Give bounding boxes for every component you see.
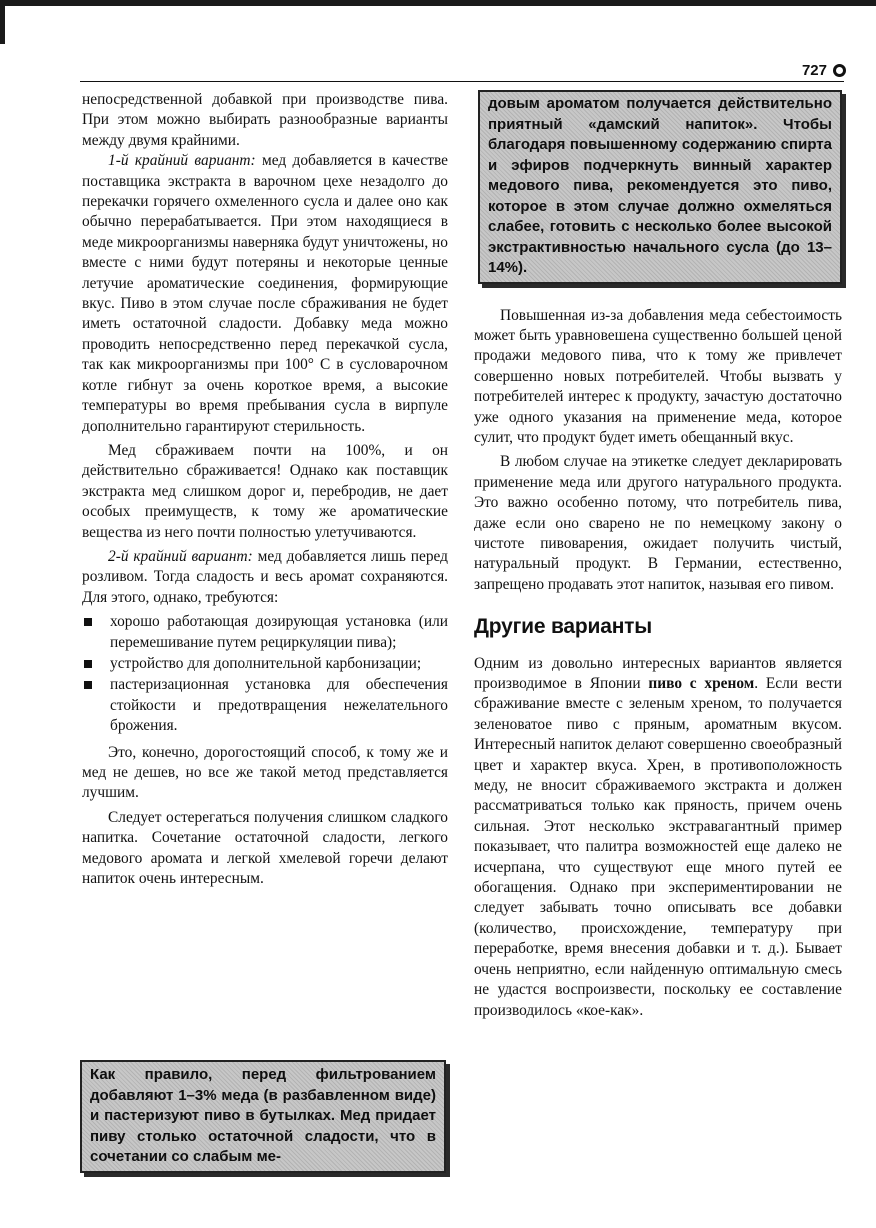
bold-term: пиво с хреном	[648, 675, 755, 692]
paragraph-horseradish: Одним из довольно интересных вариантов является производимое в Японии пиво с хреном. Если вести сбраживание вместе с зеленым хреном, то получается зеленоватое пиво с пряным, ароматным вкусом. Интересный напиток делают совершенно своеобразный цвет и характер вкуса. Хрен, в противоположность меду, не вносит сбраживаемого экстракта и должен рассматриваться только как пряность, причем очень сильная. Этот несколько экстравагантный пример показывает, что палитра возможностей еще далеко не исчерпана, что существуют еще много путей ее обогащения. Однако при экспериментировании не следует забывать точно описывать все добавки (количество, происхождение, температуру при переработке, время внесения добавки и т. д.). Бывает очень неприятно, если найденную оптимальную смесь не удастся воспроизвести, поскольку ее составление производилось «кое-как».	[474, 654, 842, 1019]
page-number: 727	[801, 62, 827, 79]
header-rule	[80, 81, 844, 82]
paragraph-label: В любом случае на этикетке следует декларировать применение меда или другого натурального продукта. Это важно особенно потому, что потребитель пива, даже если оно сварено не по немецкому закону о чистоте пивоварения, ожидает получить чистый, натуральный продукт. В Германии, естественно, запрещено продавать этот напиток, называя его пивом.	[474, 453, 842, 593]
variant-2-label: 2-й крайний вариант:	[108, 547, 253, 565]
variant-1-label: 1-й крайний вариант:	[108, 152, 256, 170]
left-column	[82, 90, 448, 889]
square-bullet-icon	[84, 618, 92, 626]
square-bullet-icon	[84, 660, 92, 668]
section-heading: Другие варианты	[474, 615, 652, 639]
paragraph-variant-1	[82, 151, 448, 437]
paragraph-cost: Это, конечно, дорогостоящий способ, к тому же и мед не дешев, но все же такой метод представляется лучшим.	[82, 743, 448, 802]
equipment-list	[82, 612, 448, 736]
paragraph-fermentation: Мед сбраживаем почти на 100%, и он действительно сбраживается! Однако как поставщик экстракта мед слишком дорог и, перебродив, не дает особых преимуществ, к тому же ароматические вещества из него почти полностью улетучиваются.	[82, 441, 448, 541]
right-column	[474, 90, 842, 1021]
circle-bullet-icon	[833, 64, 846, 77]
list-item: пастеризационная установка для обеспечения стойкости и предотвращения нежелательного брожения.	[82, 675, 448, 736]
list-item: хорошо работающая дозирующая установка (или перемешивание путем рециркуляции пива);	[82, 612, 448, 653]
variant-1-text: мед добавляется в качестве поставщика экстракта в варочном цехе незадолго до перекачки горячего охмеленного сусла и далее оно как обычно перерабатывается. При этом находящиеся в меде микроорганизмы наверняка будут уничтожены, но вместе с ними будут потеряны и некоторые ценные летучие ароматические соединения, формирующие вкус. Пиво в этом случае после сбраживания не будет иметь остаточной сладости. Добавку меда можно проводить непосредственно перед перекачкой сусла, так как микроорганизмы при 100° С в сусловарочном котле гибнут за очень короткое время, а высокие температуры во время пребывания сусла в вирпуле дополнительно гарантируют стерильность.	[82, 152, 448, 435]
paragraph-variant-2	[82, 547, 448, 608]
highlight-box-start: Как правило, перед фильтрованием добавляют 1–3% меда (в разбавленном виде) и пастеризуют пиво в бутылках. Мед придает пиву столько остаточной сладости, что в сочетании со слабым ме-	[80, 1060, 446, 1173]
square-bullet-icon	[84, 681, 92, 689]
highlight-box-continued: довым ароматом получается действительно приятный «дамский напиток». Чтобы благодаря повышенному содержанию спирта и эфиров подчеркнуть винный характер медового пива, рекомендуется это пиво, которое в этом случае должно охмеляться слабее, готовить с несколько более высокой экстрактивностью начального сусла (до 13–14%).	[478, 90, 842, 284]
list-item: устройство для дополнительной карбонизации;	[82, 654, 448, 674]
paragraph-price: Повышенная из-за добавления меда себестоимость может быть уравновешена существенно большей ценой продажи медового пива, что к тому же привлечет совершенно новых потребителей. Чтобы вызвать у потребителей интерес к продукту, зачастую достаточно уже одного указания на применение меда, которое сулит, что продукт будет иметь обещанный вкус.	[474, 306, 842, 446]
scan-edge-left	[0, 0, 5, 44]
paragraph-sweetness: Следует остерегаться получения слишком сладкого напитка. Сочетание остаточной сладости, легкого медового аромата и легкой хмелевой горечи делают напиток очень интересным.	[82, 808, 448, 888]
paragraph-intro: непосредственной добавкой при производстве пива. При этом можно выбирать разнообразные варианты между двумя крайними.	[82, 91, 448, 149]
variant-2-text: мед добавляется лишь перед розливом. Тогда сладость и весь аромат сохраняются. Для этого, однако, требуются:	[82, 547, 448, 606]
scan-edge-top	[0, 0, 876, 6]
page-number-area	[802, 62, 846, 79]
